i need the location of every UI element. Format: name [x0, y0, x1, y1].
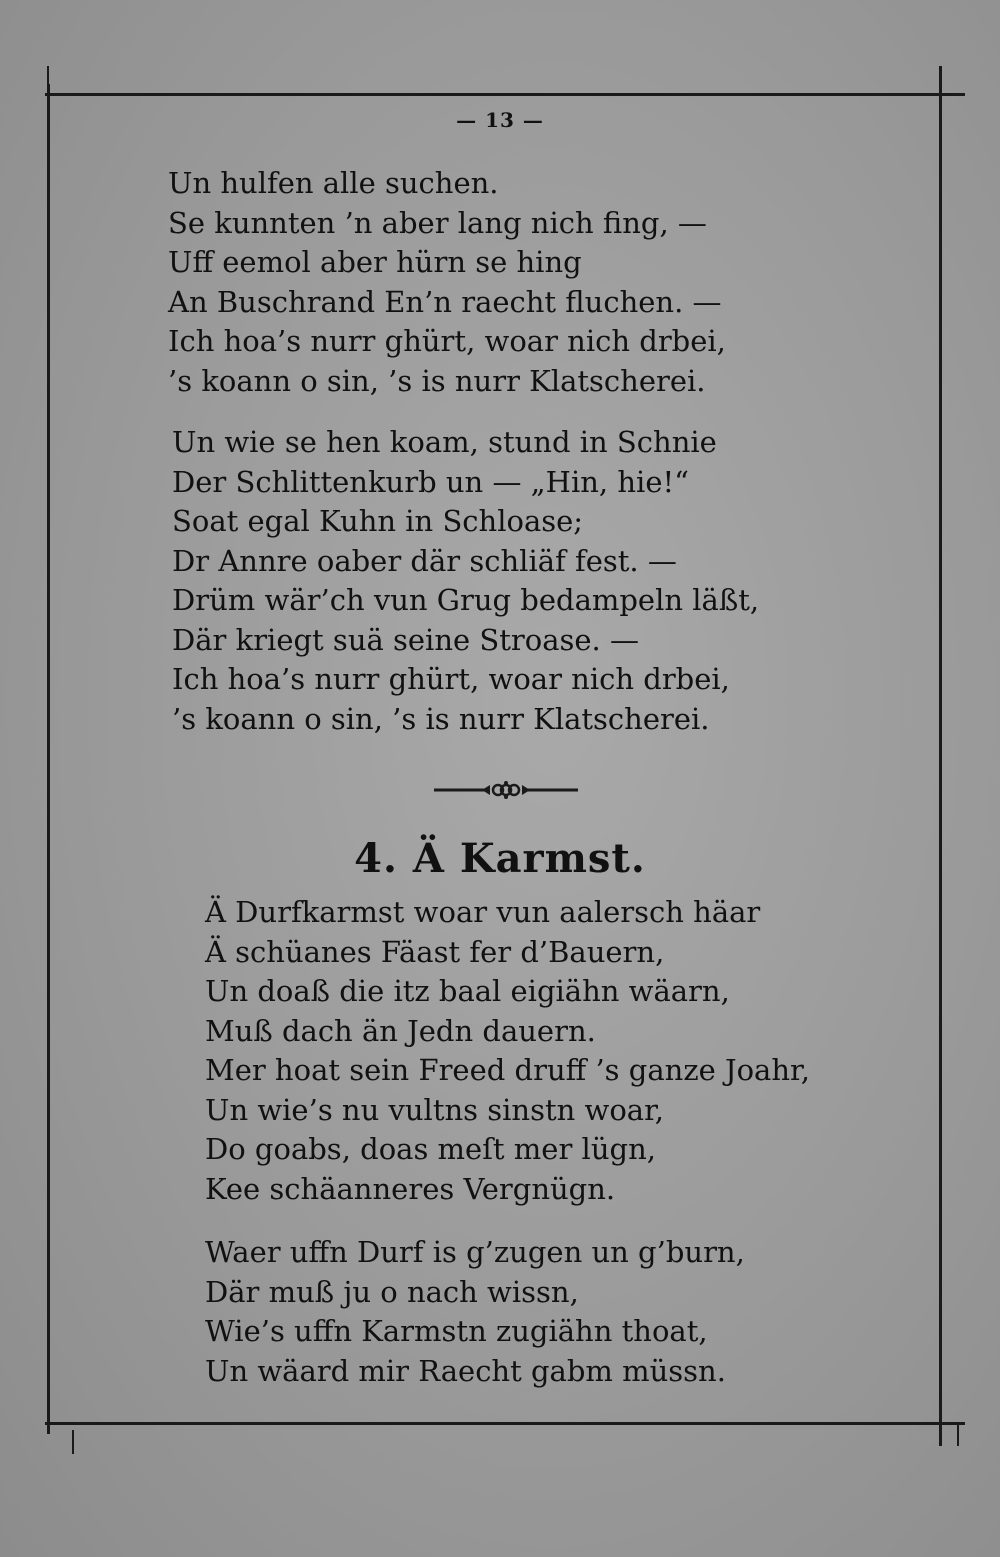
verse-line: Se kunnten ’n aber lang nich fing, —: [168, 205, 707, 240]
frame-right-rule: [939, 66, 942, 1446]
frame-top-rule: [45, 93, 965, 96]
verse-line: Kee schäanneres Vergnügn.: [205, 1171, 616, 1206]
verse-line: Do goabs, doas meſt mer lügn,: [205, 1132, 656, 1166]
frame-left-rule: [47, 84, 50, 1434]
verse-line: Un wie se hen koam, stund in Schnie: [172, 425, 717, 459]
verse-line: ’s koann o sin, ’s is nurr Klatscherei.: [168, 363, 706, 398]
frame-tick: [47, 66, 49, 92]
verse-line: Mer hoat sein Freed druff ’s ganze Joahr,: [205, 1053, 810, 1087]
verse-line: Där muß ju o nach wissn,: [205, 1274, 579, 1309]
section-divider-ornament: [432, 776, 580, 804]
verse-line: Un wäard mir Raecht gabm müssn.: [205, 1353, 726, 1388]
stanza-3: [205, 893, 810, 1209]
frame-bottom-rule: [45, 1422, 965, 1425]
frame-tick: [72, 1430, 74, 1454]
stanza-4: [205, 1233, 745, 1391]
verse-line: Soat egal Kuhn in Schloase;: [172, 504, 584, 538]
verse-line: Un hulfen alle suchen.: [168, 166, 499, 200]
verse-line: An Buschrand En’n raecht fluchen. —: [168, 284, 722, 319]
verse-line: Uff eemol aber hürn se hing: [168, 245, 582, 279]
stanza-2: [172, 423, 759, 739]
verse-line: Drüm wär’ch vun Grug bedampeln läßt,: [172, 583, 760, 617]
verse-line: Ä Durfkarmst woar vun aalersch häar: [205, 895, 761, 929]
stanza-1: [168, 164, 726, 401]
verse-line: Ich hoa’s nurr ghürt, woar nich drbei,: [168, 324, 726, 358]
verse-line: Muß dach än Jedn dauern.: [205, 1013, 596, 1048]
verse-line: Ich hoa’s nurr ghürt, woar nich drbei,: [172, 662, 730, 696]
verse-line: ’s koann o sin, ’s is nurr Klatscherei.: [172, 701, 710, 736]
verse-line: Där kriegt suä seine Stroase. —: [172, 622, 639, 657]
verse-line: Dr Annre oaber där schliäf fest. —: [172, 543, 677, 578]
page-number: — 13 —: [456, 108, 544, 132]
section-heading: 4. Ä Karmst.: [354, 835, 646, 882]
verse-line: Ä schüanes Fäast fer d’Bauern,: [205, 934, 665, 969]
frame-tick: [957, 1422, 959, 1446]
verse-line: Un wie’s nu vultns sinstn woar,: [205, 1092, 664, 1127]
verse-line: Der Schlittenkurb un — „Hin, hie!“: [172, 464, 689, 499]
verse-line: Waer uffn Durf is g’zugen un g’burn,: [205, 1235, 745, 1269]
verse-line: Un doaß die itz baal eigiähn wäarn,: [205, 974, 730, 1008]
verse-line: Wie’s uffn Karmstn zugiähn thoat,: [205, 1314, 708, 1348]
